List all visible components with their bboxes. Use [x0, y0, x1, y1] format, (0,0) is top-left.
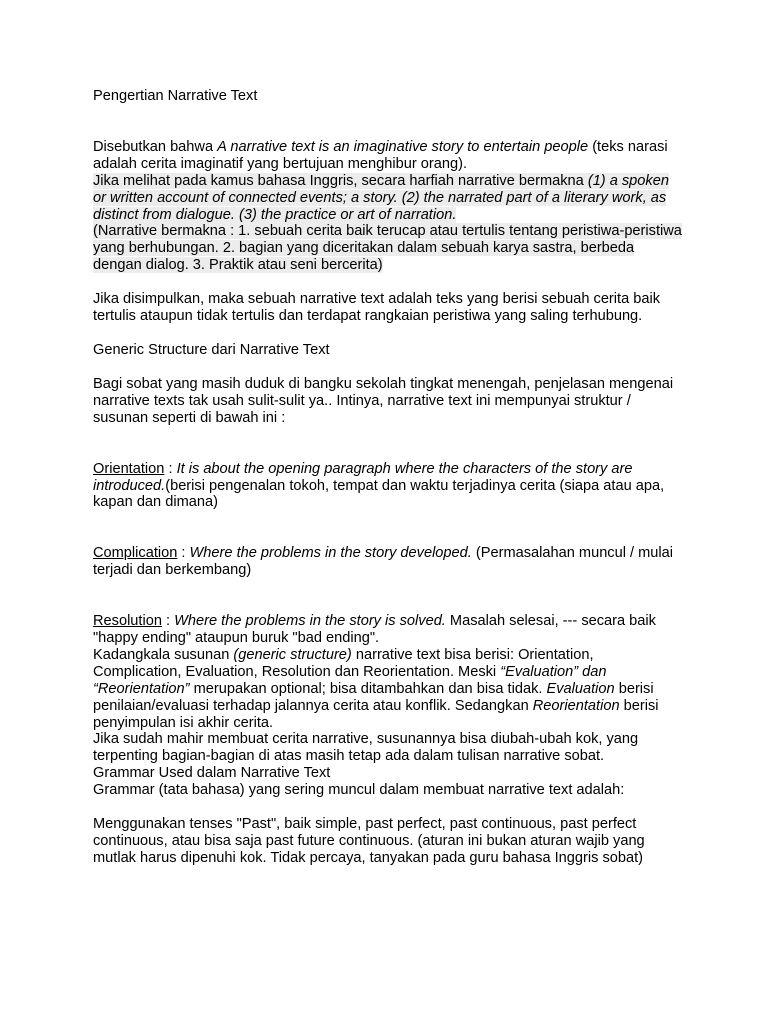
note-italic: “Evaluation” dan “Reorientation”: [93, 663, 607, 697]
intro-paragraph: [93, 139, 683, 173]
spacer: [93, 799, 683, 816]
resolution-term: Resolution: [93, 613, 162, 630]
meaning-paragraph: [93, 223, 683, 274]
resolution-translation: Masalah selesai, --- secara baik "happy ending" ataupun buruk "bad ending".: [93, 613, 656, 647]
note-italic: (generic structure): [233, 646, 352, 663]
orientation-paragraph: [93, 461, 683, 512]
dictionary-text: Jika melihat pada kamus bahasa Inggris, secara harfiah narrative bermakna: [93, 172, 588, 189]
orientation-definition: It is about the opening paragraph where the characters of the story are introduced.: [93, 460, 633, 494]
resolution-definition: Where the problems in the story is solved.: [174, 613, 446, 630]
flex-note-paragraph: Jika sudah mahir membuat cerita narrative, susunannya bisa diubah-ubah kok, yang terpenting bagian-bagian di atas masih tetap ada dalam tulisan narrative sobat.: [93, 731, 639, 765]
orientation-translation: (berisi pengenalan tokoh, tempat dan waktu terjadinya cerita (siapa atau apa, kapan dan dimana): [93, 477, 665, 511]
separator: :: [161, 613, 175, 630]
grammar-heading: Grammar Used dalam Narrative Text: [93, 765, 331, 782]
meaning-text: (Narrative bermakna : 1. sebuah cerita baik terucap atau tertulis tentang peristiwa-peristiwa yang berhubungan. 2. bagian yang diceritakan dalam sebuah karya sastra, berbeda dengan dialog. 3. Praktik atau seni bercerita): [93, 223, 682, 274]
note-italic: Reorientation: [532, 697, 620, 714]
grammar-point-paragraph: Menggunakan tenses "Past", baik simple, past perfect, past continuous, past perfect continuous, atau bisa saja past future continuous. (aturan ini bukan aturan wajib yang mutlak harus dipenuhi kok. Tidak percaya, tanyakan pada guru bahasa Inggris sobat): [93, 816, 645, 866]
note-text: narrative text bisa berisi: Orientation, Complication, Evaluation, Resolution dan Reorientation. Meski: [93, 646, 594, 680]
separator: :: [177, 545, 190, 562]
intro-text: Disebutkan bahwa: [93, 138, 218, 155]
complication-translation: (Permasalahan muncul / mulai terjadi dan berkembang): [93, 545, 673, 579]
spacer: [93, 274, 683, 291]
separator: :: [164, 460, 177, 477]
structure-heading: Generic Structure dari Narrative Text: [93, 341, 330, 358]
dictionary-definition: (1) a spoken or written account of connected events; a story. (2) the narrated part of a literary work, as distinct from dialogue. (3) the practice or art of narration.: [93, 172, 669, 223]
grammar-intro-paragraph: Grammar (tata bahasa) yang sering muncul dalam membuat narrative text adalah:: [93, 782, 625, 799]
page-title: Pengertian Narrative Text: [93, 88, 258, 104]
spacer: [93, 105, 683, 139]
note-text: Kadangkala susunan: [93, 646, 234, 663]
dictionary-paragraph: [93, 173, 683, 224]
intro-translation: (teks narasi adalah cerita imaginatif yang bertujuan menghibur orang).: [93, 138, 668, 172]
document-body: [93, 88, 683, 867]
note-italic: Evaluation: [546, 680, 615, 697]
spacer: [93, 427, 683, 461]
complication-term: Complication: [93, 545, 178, 562]
spacer: [93, 325, 683, 342]
structure-intro-paragraph: Bagi sobat yang masih duduk di bangku sekolah tingkat menengah, penjelasan mengenai narrative texts tak usah sulit-sulit ya.. Intinya, narrative text ini mempunyai struktur / susunan seperti di bawah ini :: [93, 375, 674, 426]
complication-definition: Where the problems in the story developed.: [189, 545, 472, 562]
note-text: berisi penilaian/evaluasi terhadap jalannya cerita atau konflik. Sedangkan: [93, 680, 654, 714]
note-text: merupakan optional; bisa ditambahkan dan bisa tidak.: [189, 680, 547, 697]
conclusion-paragraph: Jika disimpulkan, maka sebuah narrative text adalah teks yang berisi sebuah cerita baik tertulis ataupun tidak tertulis dan terdapat rangkaian peristiwa yang saling terhubung.: [93, 291, 661, 325]
spacer: [93, 579, 683, 613]
spacer: [93, 511, 683, 545]
spacer: [93, 359, 683, 376]
resolution-paragraph: [93, 613, 683, 647]
generic-note-paragraph: [93, 647, 683, 732]
intro-definition: A narrative text is an imaginative story to entertain people: [217, 138, 589, 155]
complication-paragraph: [93, 545, 683, 579]
note-text: berisi penyimpulan isi akhir cerita.: [93, 697, 659, 731]
orientation-term: Orientation: [93, 460, 165, 477]
